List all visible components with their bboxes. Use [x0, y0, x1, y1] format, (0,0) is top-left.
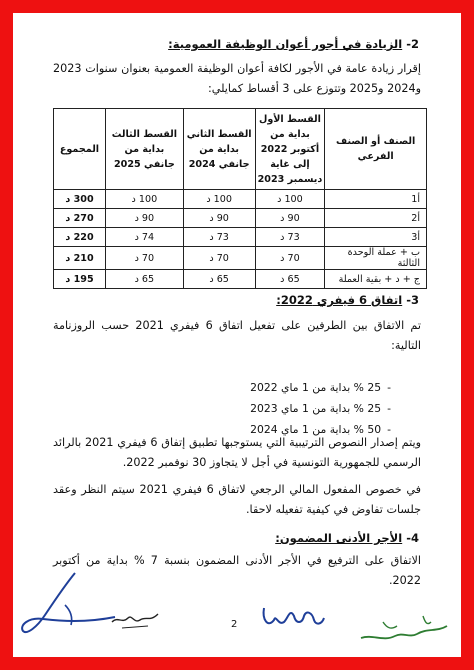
header-third-installment: القسط الثالث بداية من جانفي 2025 [105, 109, 183, 190]
list-item: -25 % بداية من 1 ماي 2023 [250, 402, 391, 415]
section2-intro: إقرار زيادة عامة في الأجور لكافة أعوان الوظيفة العمومية بعنوان سنوات 2023 و2024 و2025 وتتوزع على 3 أقساط كمايلي: [53, 62, 421, 95]
section2-heading [168, 37, 419, 51]
section3-paragraph-decrees: ويتم إصدار النصوص الترتيبية التي يستوجبها تطبيق إتفاق 6 فيفري 2021 بالرائد الرسمي للجمهورية التونسية في أجل لا يتجاوز 30 نوفمبر 2022. [53, 436, 421, 469]
cell-third: 65 د [105, 270, 183, 289]
cell-first: 73 د [255, 228, 325, 247]
cell-first: 90 د [255, 209, 325, 228]
header-category: الصنف أو الصنف الفرعي [325, 109, 427, 190]
section3-heading [276, 293, 419, 307]
signature-right [353, 608, 453, 653]
cell-total: 220 د [54, 228, 106, 247]
cell-total: 210 د [54, 247, 106, 270]
cell-second: 65 د [183, 270, 255, 289]
table-row [54, 270, 427, 289]
table-row [54, 209, 427, 228]
cell-first: 100 د [255, 190, 325, 209]
section4-title: الأجر الأدنى المضمون: [275, 531, 403, 545]
cell-third: 90 د [105, 209, 183, 228]
cell-second: 100 د [183, 190, 255, 209]
cell-total: 195 د [54, 270, 106, 289]
cell-total: 300 د [54, 190, 106, 209]
section4-number: 4- [406, 531, 419, 545]
table-header-row [54, 109, 427, 190]
cell-second: 73 د [183, 228, 255, 247]
header-total: المجموع [54, 109, 106, 190]
section4-text: الاتفاق على الترفيع في الأجر الأدنى المضمون بنسبة 7 % بداية من أكتوبر 2022. [53, 554, 421, 587]
section3-title: اتفاق 6 فيفري 2022: [276, 293, 403, 307]
table-row [54, 228, 427, 247]
signature-small [108, 598, 168, 638]
cell-second: 90 د [183, 209, 255, 228]
section3-number: 3- [406, 293, 419, 307]
section4-heading [275, 531, 419, 545]
table-row [54, 190, 427, 209]
cell-third: 70 د [105, 247, 183, 270]
cell-category: ج + د + بقية العملة [325, 270, 427, 289]
section2-title: الزيادة في أجور أعوان الوظيفة العمومية: [168, 37, 403, 51]
signature-center [258, 598, 328, 638]
section3-paragraph-retroactive: في خصوص المفعول المالي الرجعي لاتفاق 6 فيفري 2021 سيتم النظر وعقد جلسات تفاوض في كيفية تفعيله لاحقا. [53, 483, 422, 516]
section2-number: 2- [406, 37, 419, 51]
cell-category: أ3 [325, 228, 427, 247]
cell-third: 74 د [105, 228, 183, 247]
header-second-installment: القسط الثاني بداية من جانفي 2024 [183, 109, 255, 190]
cell-second: 70 د [183, 247, 255, 270]
cell-category: أ2 [325, 209, 427, 228]
cell-total: 270 د [54, 209, 106, 228]
cell-category: ب + عملة الوحدة الثالثة [325, 247, 427, 270]
list-item: -25 % بداية من 1 ماي 2022 [250, 381, 391, 394]
cell-category: أ1 [325, 190, 427, 209]
wage-increase-table [53, 108, 427, 289]
table-row [54, 247, 427, 270]
document-page [13, 13, 461, 657]
page-number: 2 [231, 619, 238, 630]
cell-first: 65 د [255, 270, 325, 289]
cell-third: 100 د [105, 190, 183, 209]
cell-first: 70 د [255, 247, 325, 270]
section3-intro: تم الاتفاق بين الطرفين على تفعيل اتفاق 6 فيفري 2021 حسب الروزنامة التالية: [53, 319, 421, 352]
schedule-list [250, 377, 391, 440]
header-first-installment: القسط الأول بداية من أكتوبر 2022 إلى غاية ديسمبر 2023 [255, 109, 325, 190]
list-item: -50 % بداية من 1 ماي 2024 [250, 423, 391, 436]
